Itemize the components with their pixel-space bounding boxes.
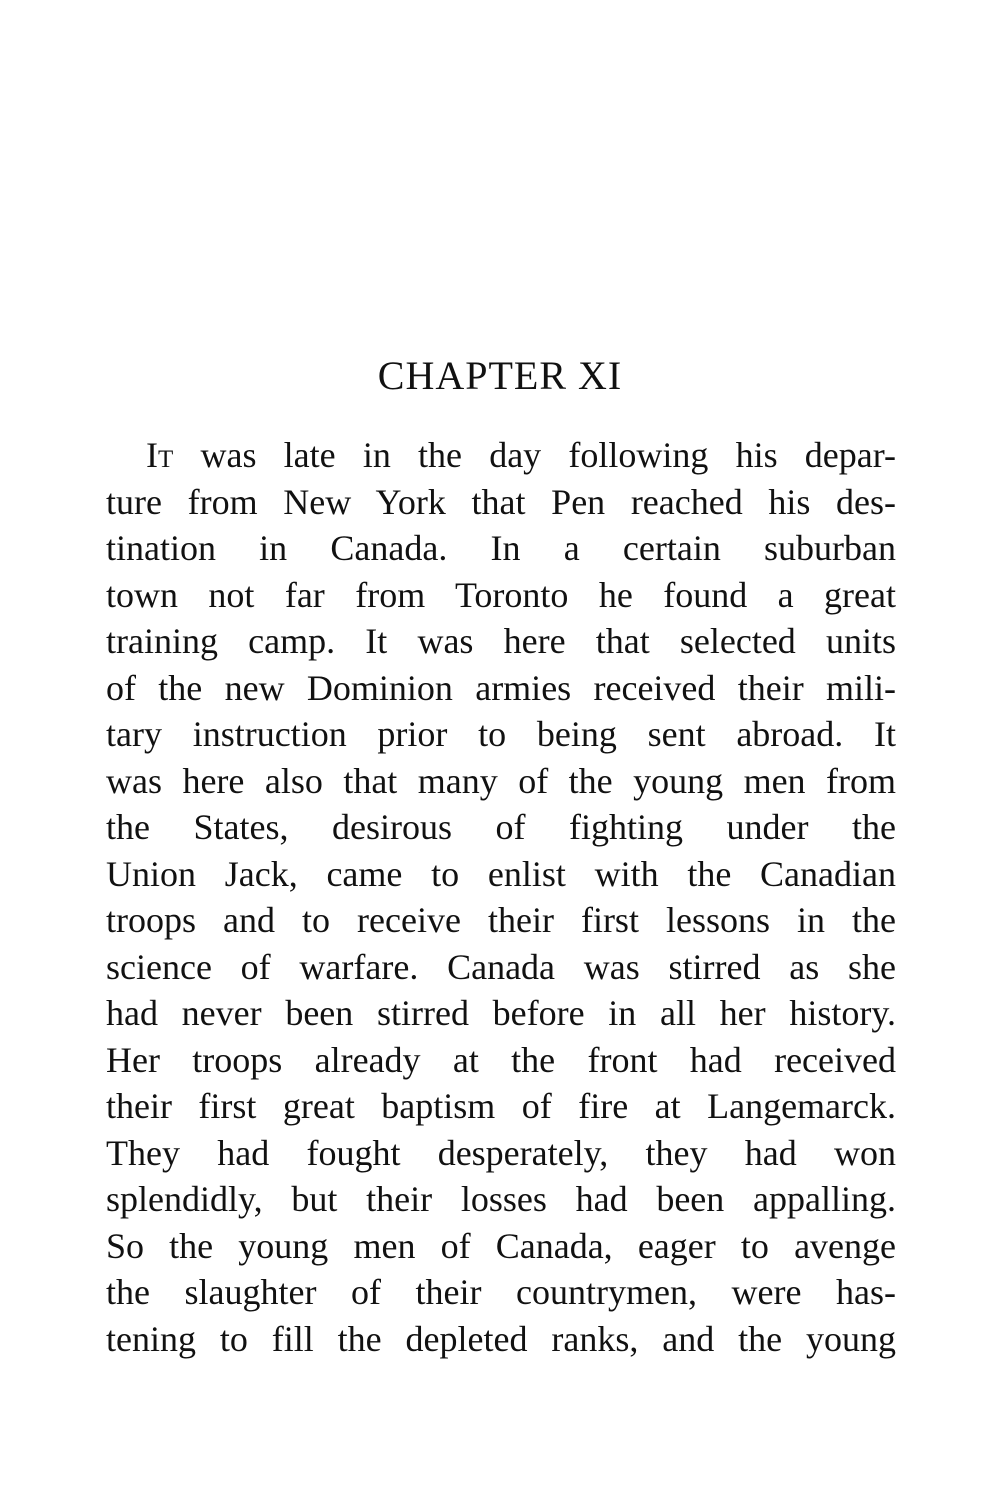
text-line-7: tary instruction prior to being sent abroad. It: [106, 714, 896, 754]
text-line-14: Her troops already at the front had received: [106, 1039, 896, 1080]
opening-word: It: [146, 435, 174, 475]
chapter-body-text: [106, 432, 896, 1362]
text-line-13: had never been stirred before in all her history.: [106, 993, 896, 1033]
text-line-19: the slaughter of their countrymen, were has-: [106, 1272, 896, 1312]
text-line-6: of the new Dominion armies received their mili-: [106, 667, 896, 708]
text-line-1: It was late in the day following his depar-: [146, 435, 897, 475]
text-line-15: their first great baptism of fire at Langemarck.: [106, 1086, 896, 1126]
text-line-8: was here also that many of the young men from: [106, 760, 896, 801]
text-line-11: troops and to receive their first lessons in the: [106, 900, 896, 940]
chapter-title: CHAPTER XI: [377, 353, 623, 398]
text-line-4: town not far from Toronto he found a great: [106, 574, 896, 615]
text-line-18: So the young men of Canada, eager to avenge: [106, 1225, 896, 1266]
text-line-12: science of warfare. Canada was stirred as she: [106, 946, 896, 987]
text-line-2: ture from New York that Pen reached his des-: [106, 481, 896, 522]
text-line-20: tening to fill the depleted ranks, and the young: [106, 1318, 896, 1359]
text-line-5: training camp. It was here that selected units: [106, 621, 896, 661]
text-line-10: Union Jack, came to enlist with the Canadian: [106, 853, 896, 894]
text-line-9: the States, desirous of fighting under the: [106, 807, 896, 847]
text-line-17: splendidly, but their losses had been appalling.: [106, 1179, 896, 1219]
text-line-16: They had fought desperately, they had won: [106, 1132, 896, 1173]
text-line-3: tination in Canada. In a certain suburban: [106, 528, 896, 568]
